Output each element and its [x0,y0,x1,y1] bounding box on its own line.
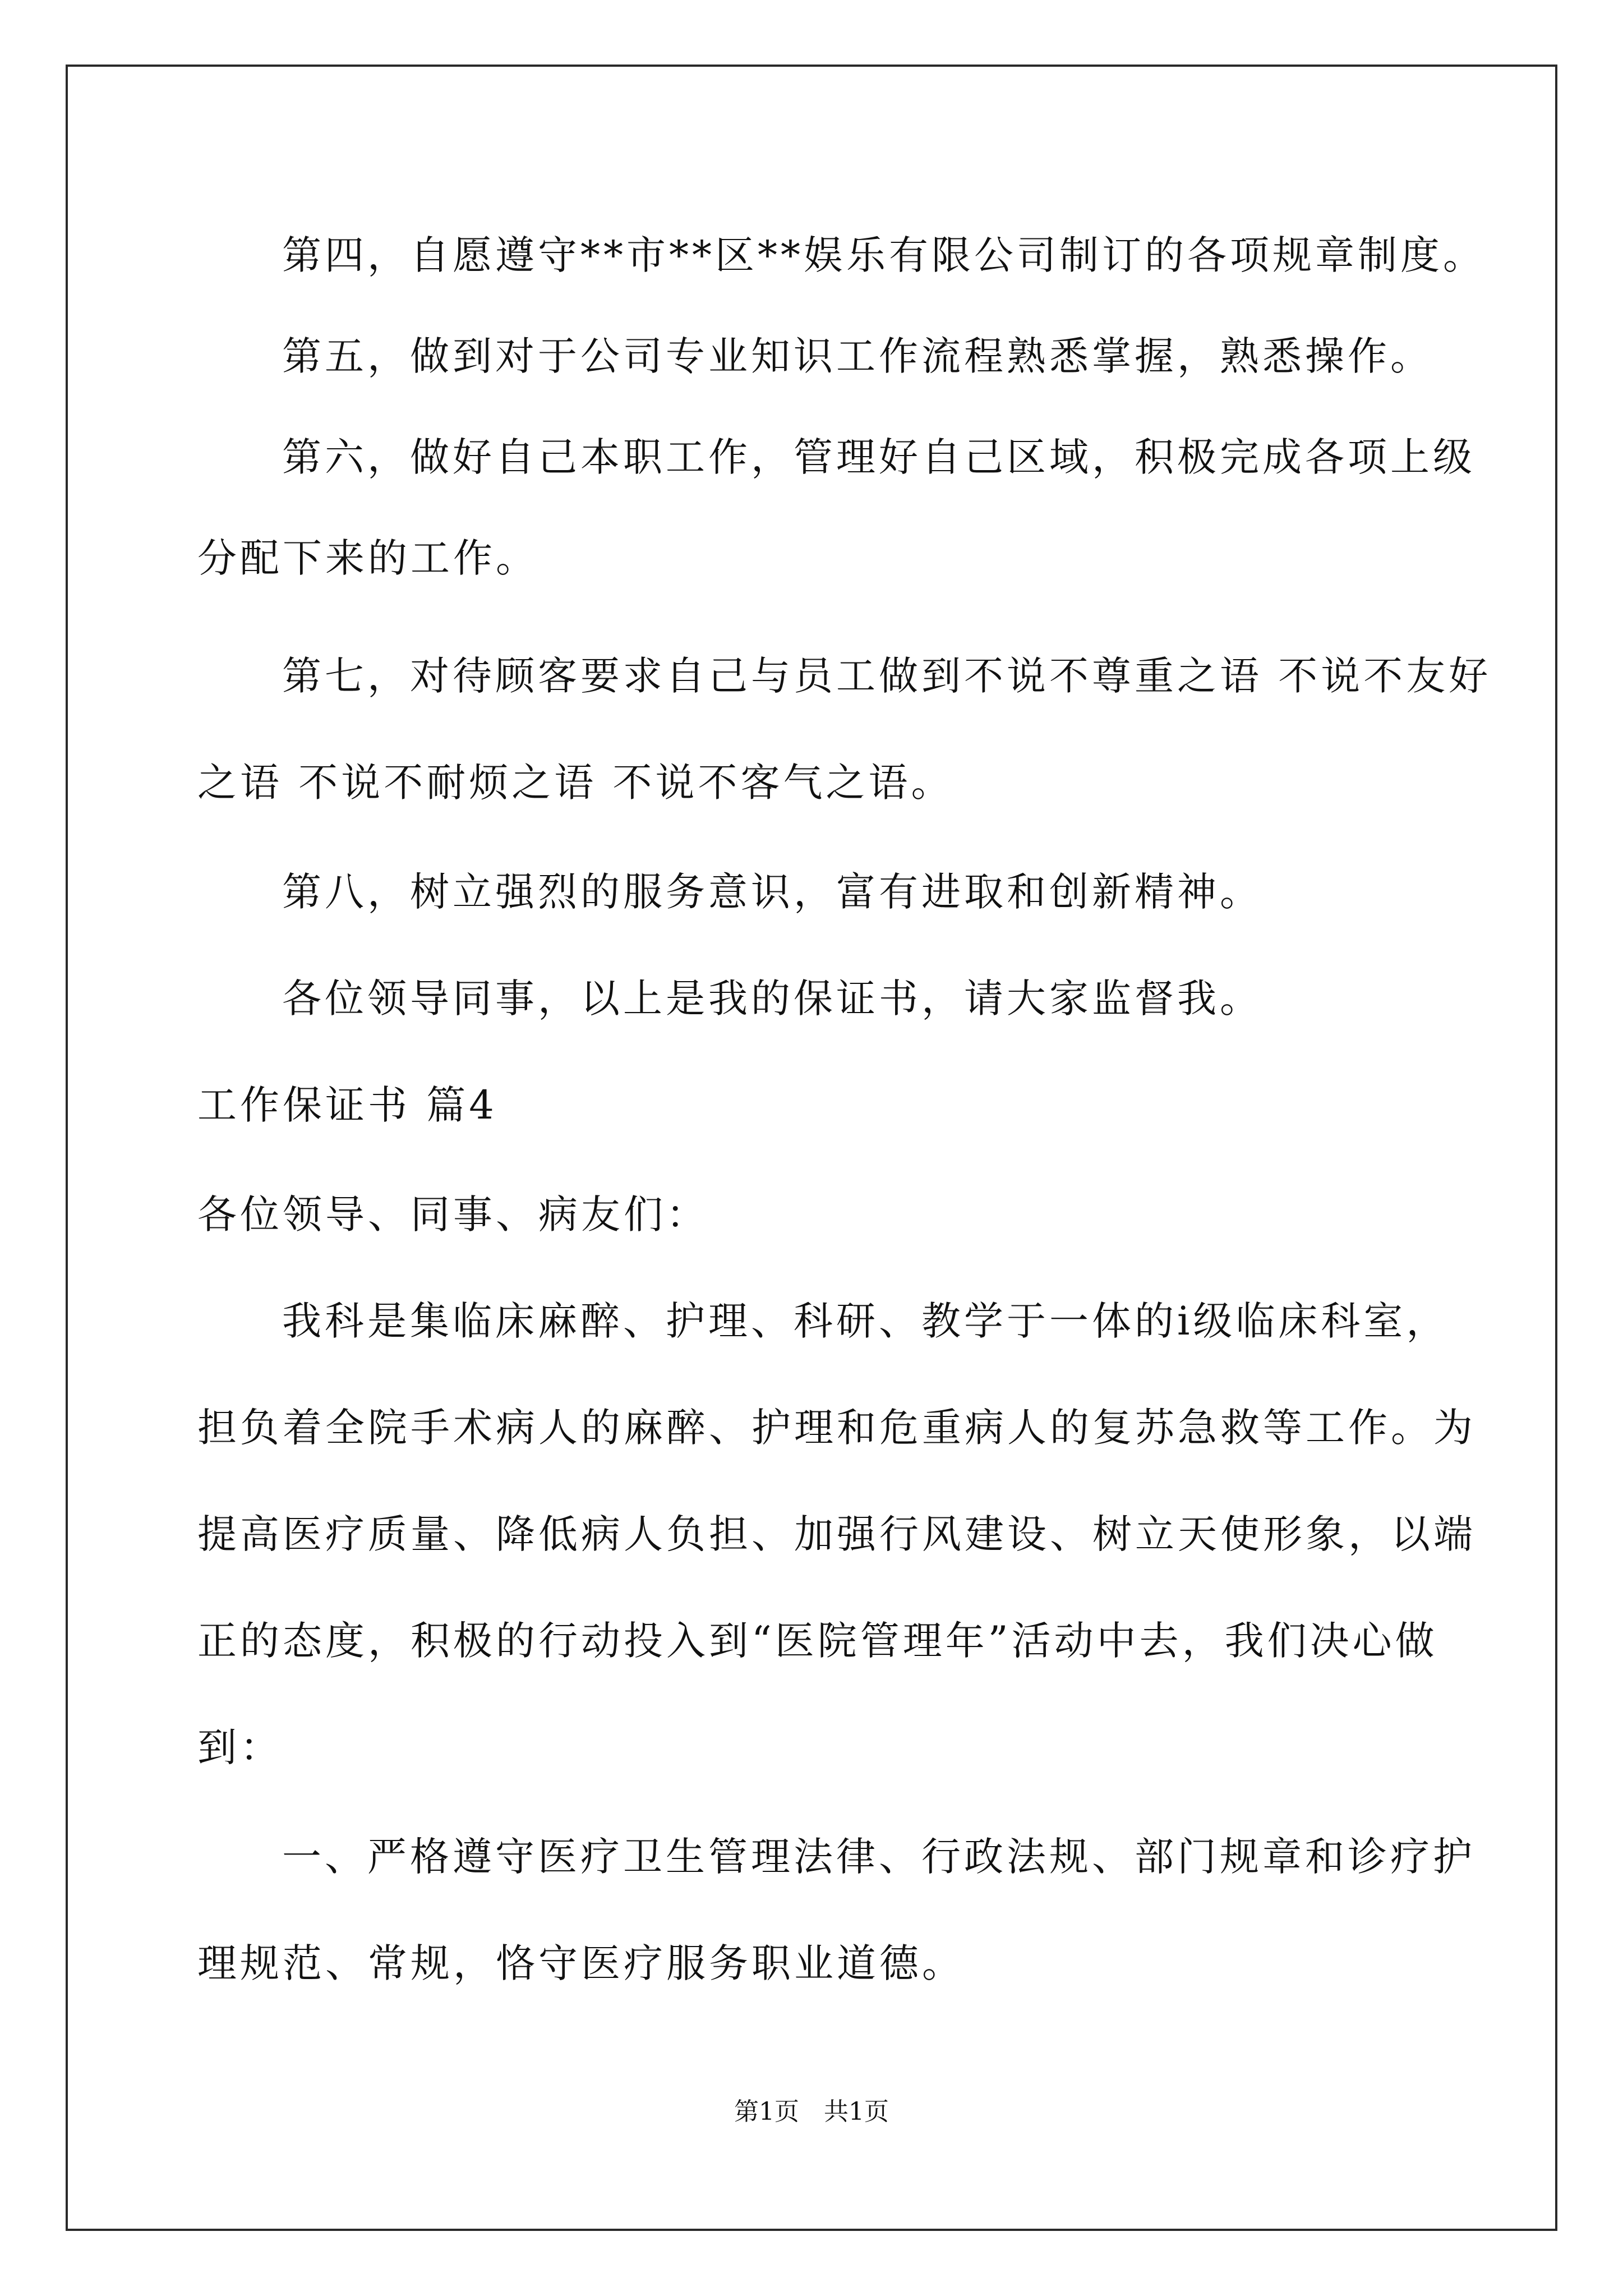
page-border [66,65,1557,2231]
intro-line-3: 提高医疗质量、降低病人负担、加强行风建设、树立天使形象，以端 [197,1511,1476,1557]
item-1-line-1: 一、严格遵守医疗卫生管理法律、行政法规、部门规章和诊疗护 [282,1834,1476,1880]
intro-line-1: 我科是集临床麻醉、护理、科研、教学于一体的ⅰ级临床科室， [282,1298,1449,1344]
paragraph-7-line-2: 之语 不说不耐烦之语 不说不客气之语。 [197,760,954,806]
intro-line-2: 担负着全院手术病人的麻醉、护理和危重病人的复苏急救等工作。为 [197,1405,1476,1451]
paragraph-4-line: 第四，自愿遵守**市**区**娱乐有限公司制订的各项规章制度。 [282,232,1486,278]
paragraph-8-line: 第八，树立强烈的服务意识，富有进取和创新精神。 [282,869,1262,915]
paragraph-7-line-1: 第七，对待顾客要求自己与员工做到不说不尊重之语 不说不友好 [282,653,1492,699]
section-heading: 工作保证书 篇4 [197,1082,497,1128]
page-footer: 第1页 共1页 [734,2097,889,2126]
intro-line-4: 正的态度，积极的行动投入到“医院管理年”活动中去，我们决心做 [197,1618,1438,1664]
paragraph-5-line: 第五，做到对于公司专业知识工作流程熟悉掌握，熟悉操作。 [282,333,1433,379]
paragraph-6-line-1: 第六，做好自己本职工作，管理好自己区域，积极完成各项上级 [282,434,1476,480]
salutation-line: 各位领导、同事、病友们： [197,1191,709,1237]
intro-line-5: 到： [197,1724,283,1770]
item-1-line-2: 理规范、常规，恪守医疗服务职业道德。 [197,1940,965,1986]
paragraph-6-line-2: 分配下来的工作。 [197,535,538,581]
closing-line: 各位领导同事，以上是我的保证书，请大家监督我。 [282,976,1262,1022]
